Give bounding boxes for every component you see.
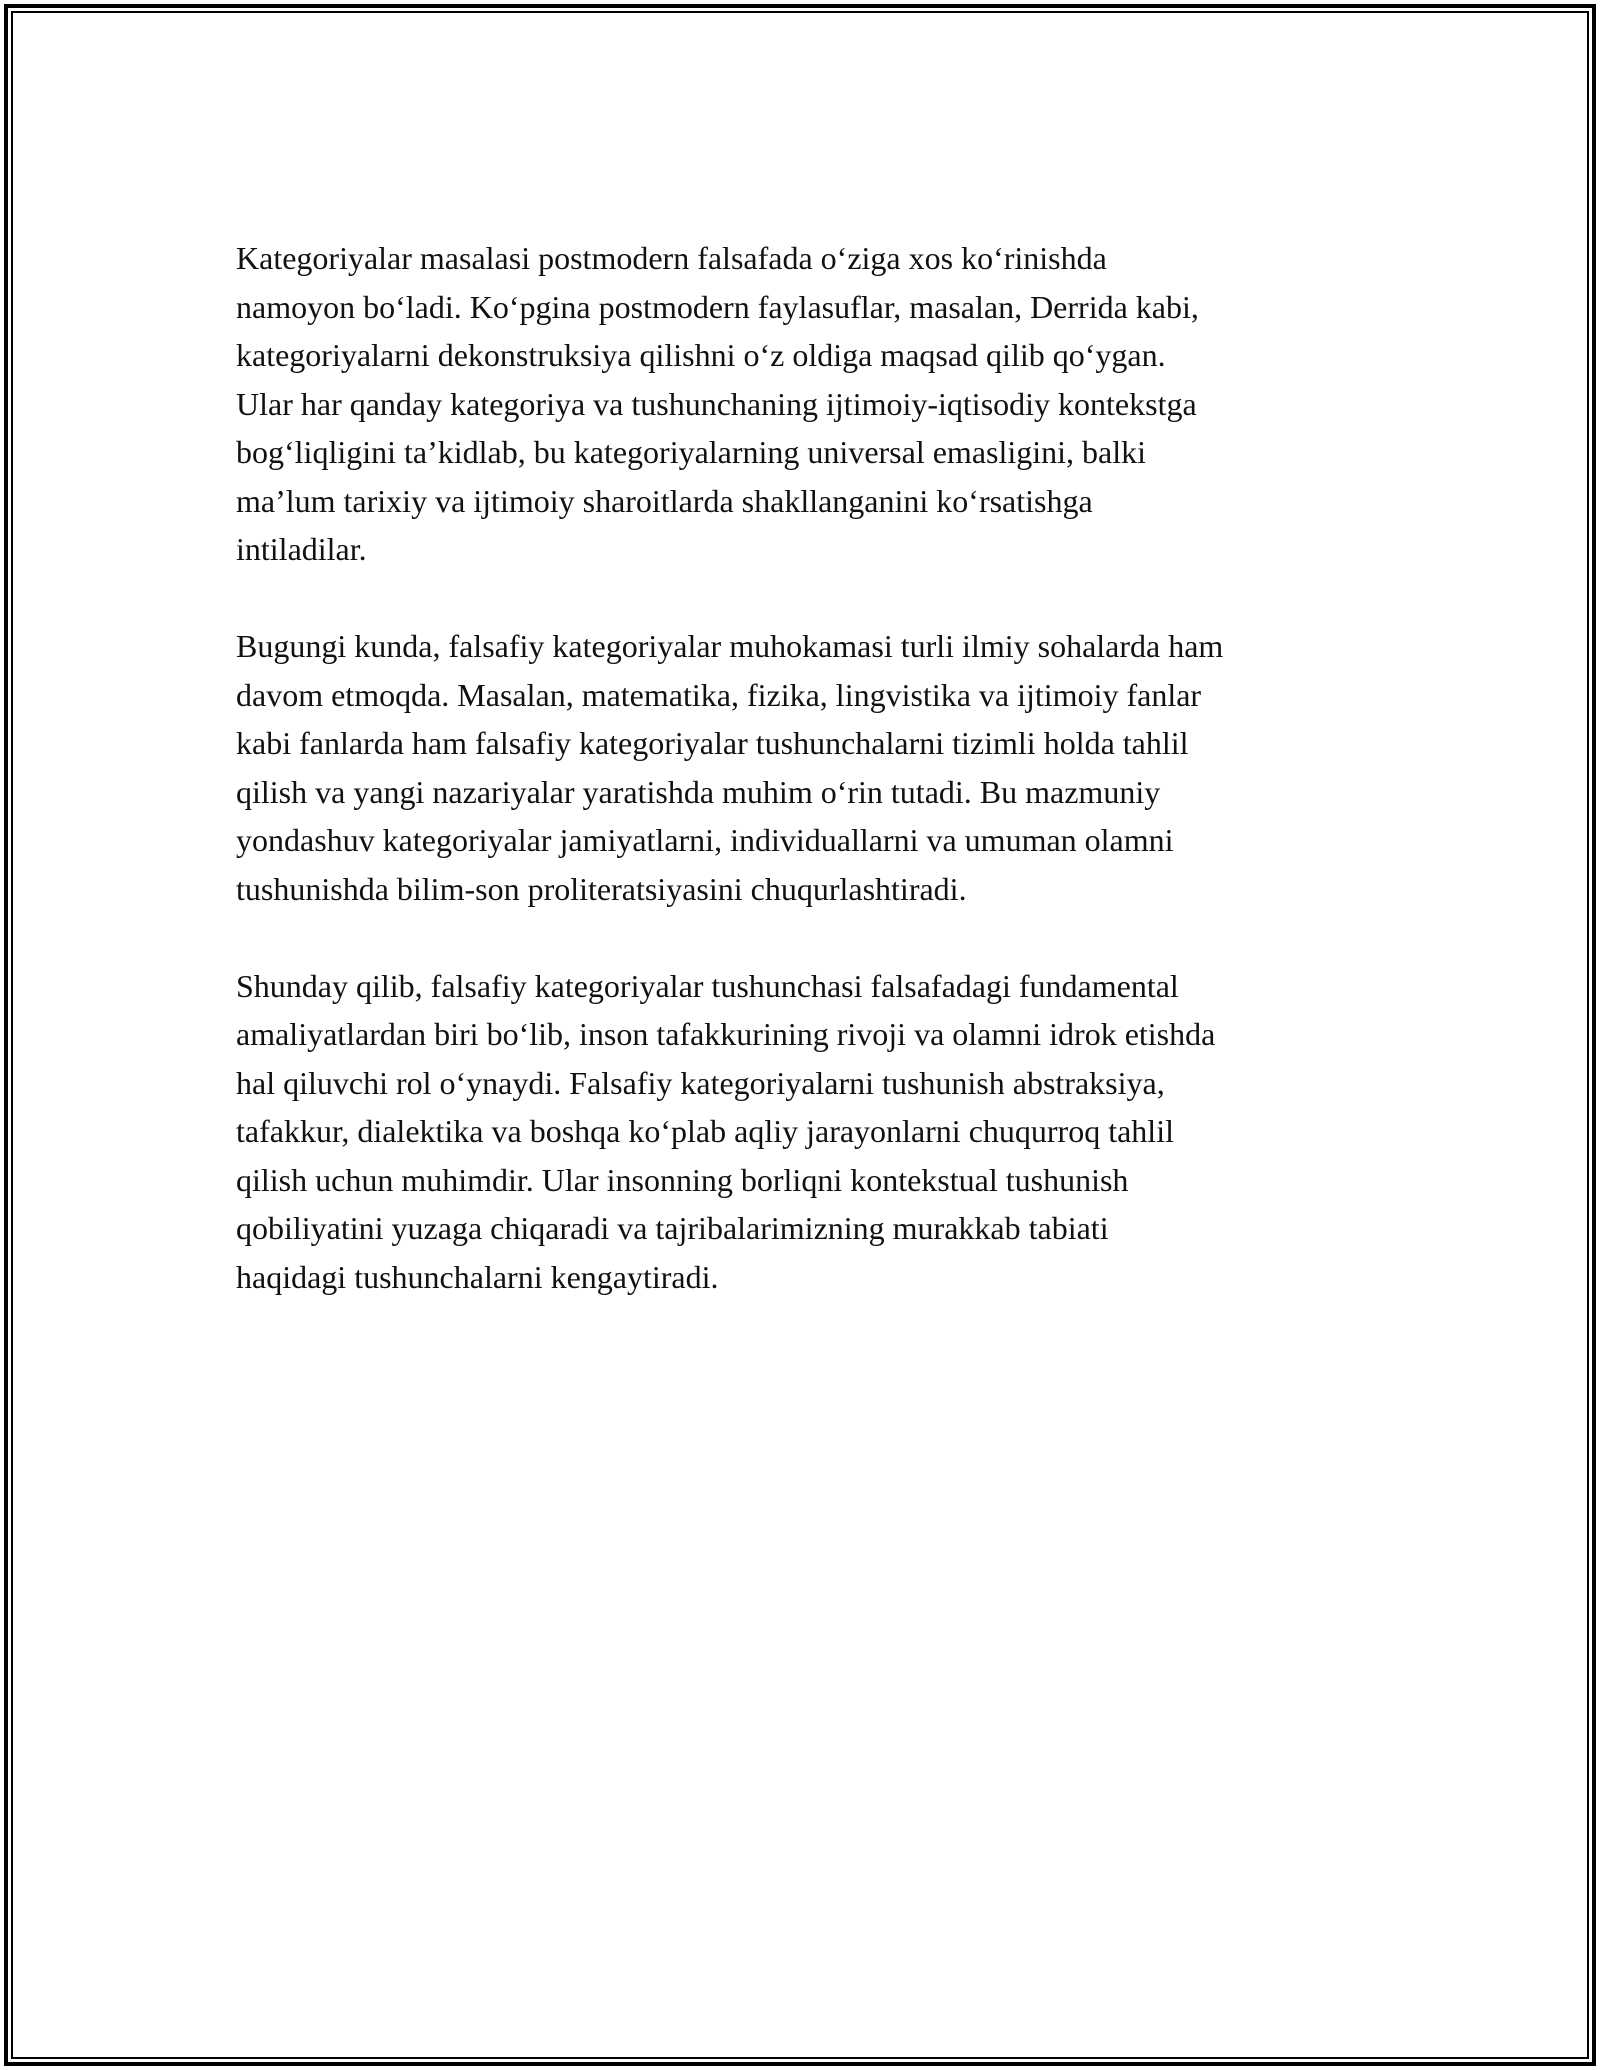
text-line: hal qiluvchi rol o‘ynaydi. Falsafiy kategoriyalarni tushunish abstraksiya, [236, 1064, 1165, 1101]
paragraph-1 [236, 234, 1376, 574]
text-line: qilish va yangi nazariyalar yaratishda muhim o‘rin tutadi. Bu mazmuniy [236, 773, 1161, 810]
text-line: kategoriyalarni dekonstruksiya qilishni o‘z oldiga maqsad qilib qo‘ygan. [236, 337, 1166, 373]
text-line: tafakkur, dialektika va boshqa ko‘plab aqliy jarayonlarni chuqurroq tahlil [236, 1113, 1174, 1149]
paragraph-3 [236, 962, 1376, 1302]
text-line: tushunishda bilim-son proliteratsiyasini chuqurlashtiradi. [236, 870, 967, 907]
text-line: intiladilar. [236, 531, 367, 567]
document-body [236, 234, 1376, 1301]
paragraph-2 [236, 622, 1376, 913]
text-line: Shunday qilib, falsafiy kategoriyalar tushunchasi falsafadagi fundamental [236, 967, 1179, 1004]
text-line: davom etmoqda. Masalan, matematika, fizika, lingvistika va ijtimoiy fanlar [236, 676, 1202, 713]
text-line: Bugungi kunda, falsafiy kategoriyalar muhokamasi turli ilmiy sohalarda ham [236, 628, 1224, 664]
text-line: kabi fanlarda ham falsafiy kategoriyalar tushunchalarni tizimli holda tahlil [236, 725, 1189, 761]
text-line: ma’lum tarixiy va ijtimoiy sharoitlarda shakllanganini ko‘rsatishga [236, 482, 1093, 519]
text-line: namoyon bo‘ladi. Ko‘pgina postmodern faylasuflar, masalan, Derrida kabi, [236, 288, 1199, 325]
text-line: qilish uchun muhimdir. Ular insonning borliqni kontekstual tushunish [236, 1161, 1129, 1198]
text-line: bog‘liqligini ta’kidlab, bu kategoriyalarning universal emasligini, balki [236, 434, 1147, 470]
text-line: Ular har qanday kategoriya va tushunchaning ijtimoiy-iqtisodiy kontekstga [236, 385, 1197, 422]
text-line: yondashuv kategoriyalar jamiyatlarni, individuallarni va umuman olamni [236, 822, 1174, 858]
text-line: amaliyatlardan biri bo‘lib, inson tafakkurining rivoji va olamni idrok etishda [236, 1016, 1216, 1052]
text-line: Kategoriyalar masalasi postmodern falsafada o‘ziga xos ko‘rinishda [236, 240, 1107, 276]
text-line: qobiliyatini yuzaga chiqaradi va tajribalarimizning murakkab tabiati [236, 1210, 1109, 1246]
text-line: haqidagi tushunchalarni kengaytiradi. [236, 1258, 719, 1295]
